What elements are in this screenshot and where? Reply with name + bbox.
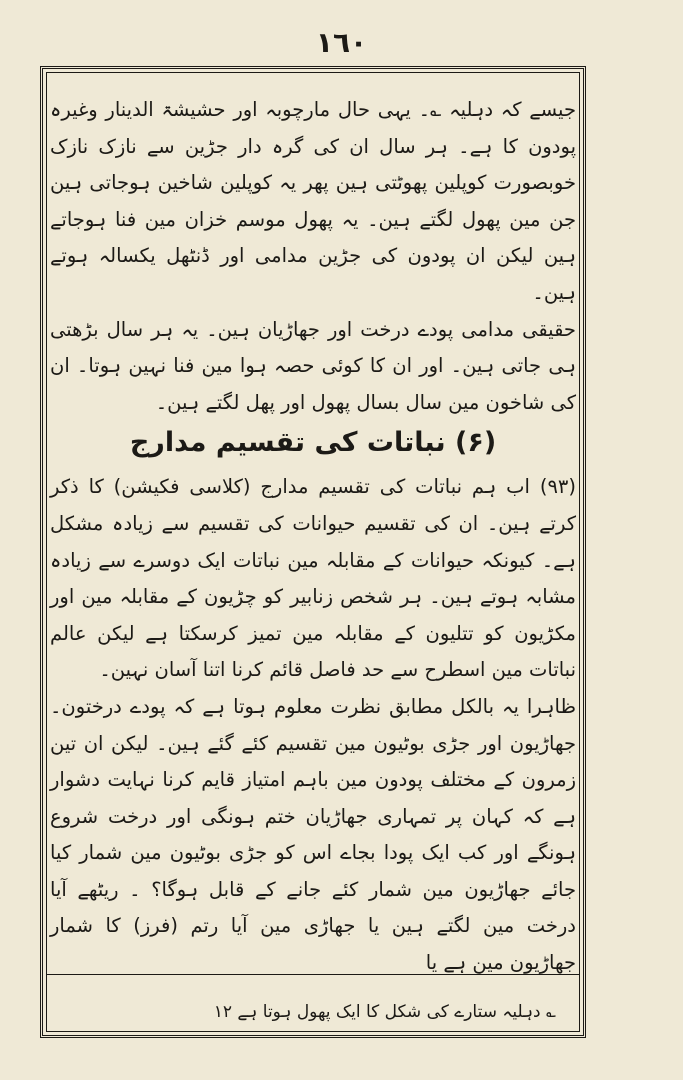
paragraph: ظاہرا یہ بالکل مطابق نظرت معلوم ہوتا ہے کہ پودے درختون۔ جھاڑیون اور جڑی بوٹیون مین تقسیم کئے گئے ہین۔ لیکن ان تین زمرون کے مختلف پودون مین باہم امتیاز قایم کرنا نہایت دشوار ہے کہ کہان پر تمہاری جھاڑیان ختم ہونگی اور درخت شروع ہونگے اور کب ایک پودا بجاے اس کو جڑی بوٹیون مین شمار کیا جائے جھاڑیون مین شمار کئے جانے کے قابل ہوگا؟ ۔ ریٹھے آیا درخت مین لگتے ہین یا جھاڑی مین آیا رتم (فرز) کا شمار جھاڑیون مین ہے یا	[50, 694, 576, 975]
paragraph: (۹۳) اب ہم نباتات کی تقسیم مدارج (کلاسی فکیشن) کا ذکر کرتے ہین۔ ان کی تقسیم حیوانات کی تقسیم سے زیادہ مشکل ہے۔ کیونکہ حیوانات کے مقابلہ مین نباتات ایک دوسرے سے زیادہ مشابہ ہوتے ہین۔ ہر شخص زنابیر کو چڑیون کے مقابلہ مین اور مکڑیون کو تتلیون کے مقابلہ مین تمیز کرسکتا ہے لیکن عالم نباتات مین اسطرح سے حد فاصل قائم کرنا اتنا آسان نہین۔	[50, 475, 576, 682]
main-text	[50, 92, 576, 975]
paragraph: حقیقی مدامی پودے درخت اور جھاڑیان ہین۔ یہ ہر سال بڑھتی ہی جاتی ہین۔ اور ان کا کوئی حصہ ہوا مین فنا نہین ہوتا۔ ان کی شاخون مین سال بسال پھول اور پھل لگتے ہین۔	[50, 317, 576, 414]
section-heading: (۶) نباتات کی تقسیم مدارج	[129, 427, 497, 459]
paragraph: جیسے کہ دہلیہ ؎۔ یہی حال مارچوبہ اور حشیشۃ الدینار وغیرہ پودون کا ہے۔ ہر سال ان کی گرہ دار جڑین سے نازک نازک خوبصورت کوپلین پھوٹتی ہین پھر یہ کوپلین شاخین ہوجاتی ہین جن مین پھول لگتے ہین۔ یہ پھول موسم خزان مین فنا ہوجاتے ہین لیکن ان پودون کی جڑین مدامی اور ڈنٹھل یکسالہ ہوتے ہین۔	[50, 98, 576, 304]
footnote-divider	[46, 974, 580, 975]
footnote: ؎ دہلیہ ستارے کی شکل کا ایک پھول ہوتا ہے ۱۲	[213, 1002, 556, 1022]
page-number: ١٦٠	[315, 26, 368, 59]
